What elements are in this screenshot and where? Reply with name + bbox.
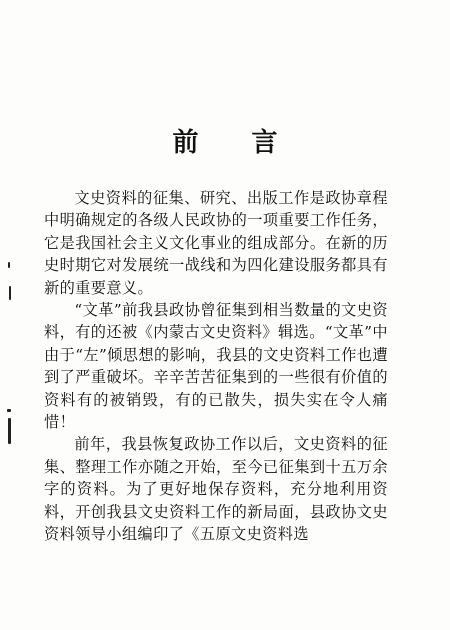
page-title: 前 言 xyxy=(172,128,300,158)
body-text xyxy=(44,187,388,546)
binding-mark xyxy=(7,409,11,412)
paragraph: 前年，我县恢复政协工作以后，文史资料的征集、整理工作亦随之开始，至今已征集到十五万余字的资料。为了更好地保存资料，充分地利用资料，开创我县文史资料工作的新局面，县政协文史资料领导小组编印了《五原文史资料选 xyxy=(44,435,388,544)
paragraph: 文史资料的征集、研究、出版工作是政协章程中明确规定的各级人民政协的一项重要工作任务，它是我国社会主义文化事业的组成部分。在新的历史时期它对发展统一战线和为四化建设服务都具有新的重要意义。 xyxy=(44,189,388,297)
binding-mark xyxy=(8,418,11,444)
binding-mark xyxy=(9,286,11,300)
binding-mark xyxy=(8,262,10,268)
paragraph: “文革”前我县政协曾征集到相当数量的文史资料，有的还被《内蒙古文史资料》辑选。“文革”中由于“左”倾思想的影响，我县的文史资料工作也遭到了严重破坏。辛辛苦苦征集到的一些很有价值的资料有的被销毁，有的已散失，损失实在令人痛惜！ xyxy=(44,301,388,432)
